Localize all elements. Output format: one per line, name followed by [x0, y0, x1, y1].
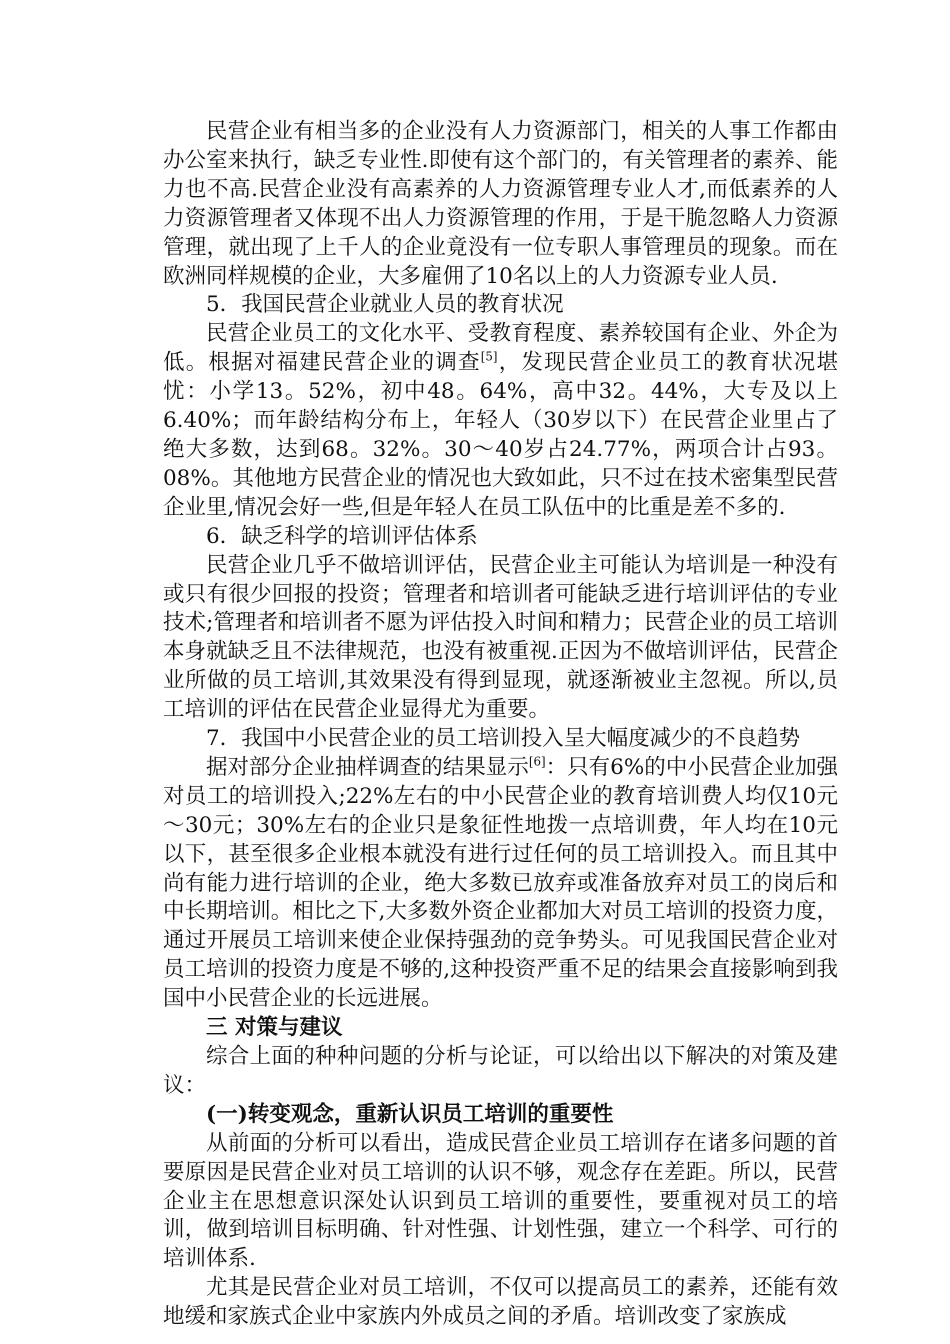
paragraph-hr-department: 民营企业有相当多的企业没有人力资源部门，相关的人事工作都由办公室来执行，缺乏专业性.即使有这个部门的，有关管理者的素养、能力也不高.民营企业没有高素养的人力资源管理专业人才,而低素养的人力资源管理者又体现不出人力资源管理的作用，于是干脆忽略人力资源管理，就出现了上千人的企业竟没有一位专职人事管理员的现象。而在欧洲同样规模的企业，大多雇佣了10名以上的人力资源专业人员.	[163, 119, 838, 289]
heading-training-investment: 7．我国中小民营企业的员工培训投入呈大幅度减少的不良趋势	[206, 726, 801, 752]
paragraph-text-before-ref: 民营企业员工的文化水平、受教育程度、素养较国有企业、外企为低。根据对福建民营企业的调查	[163, 321, 838, 376]
citation-ref-5: [5]	[480, 349, 498, 364]
paragraph-text-before-ref: 据对部分企业抽样调查的结果显示	[206, 754, 529, 780]
paragraph-text-after-ref: ：只有6%的中小民营企业加强对员工的培训投入;22%左右的中小民营企业的教育培训费人均仅10元～30元；30%左右的企业只是象征性地拨一点培训费，年人均在10元以下，甚至很多企业根本就没有进行过任何的员工培训投入。而且其中尚有能力进行培训的企业，绝大多数已放弃或准备放弃对员工的岗后和中长期培训。相比之下,大多数外资企业都加大对员工培训的投资力度，通过开展员工培训来使企业保持强劲的竞争势头。可见我国民营企业对员工培训的投资力度是不够的,这种投资严重不足的结果会直接影响到我国中小民营企业的长远进展。	[163, 754, 838, 1012]
paragraph-sampling-survey	[163, 754, 838, 1014]
citation-ref-6: [6]	[528, 754, 546, 769]
heading-education-status: 5．我国民营企业就业人员的教育状况	[206, 292, 564, 318]
paragraph-training-evaluation: 民营企业几乎不做培训评估，民营企业主可能认为培训是一种没有或只有很少回报的投资；管理者和培训者可能缺乏进行培训评估的专业技术;管理者和培训者不愿为评估投入时间和精力；民营企业的员工培训本身就缺乏且不法律规范，也没有被重视.正因为不做培训评估，民营企业所做的员工培训,其效果没有得到显现，就逐渐被业主忽视。所以,员工培训的评估在民营企业显得尤为重要。	[163, 552, 838, 723]
paragraph-education-survey	[163, 320, 838, 522]
paragraph-analysis-mindset: 从前面的分析可以看出，造成民营企业员工培训存在诸多问题的首要原因是民营企业对员工培训的认识不够，观念存在差距。所以，民营企业主在思想意识深处认识到员工培训的重要性，要重视对员工的培训，做到培训目标明确、针对性强、计划性强，建立一个科学、可行的培训体系.	[163, 1130, 838, 1272]
paragraph-text-after-ref: ，发现民营企业员工的教育状况堪忧：小学13。52%，初中48。64%，高中32。44%，大专及以上6.40%；而年龄结构分布上，年轻人（30岁以下）在民营企业里占了绝大多数，达到68。32%。30～40岁占24.77%，两项合计占93。08%。其他地方民营企业的情况也大致如此，只不过在技术密集型民营企业里,情况会好一些,但是年轻人在员工队伍中的比重是差不多的.	[163, 350, 838, 520]
paragraph-family-enterprise: 尤其是民营企业对员工培训，不仅可以提高员工的素养，还能有效地缓和家族式企业中家族内外成员之间的矛盾。培训改变了家族成	[163, 1275, 838, 1330]
paragraph-intro-countermeasures: 综合上面的种种问题的分析与论证，可以给出以下解决的对策及建议：	[163, 1044, 838, 1098]
document-page	[163, 118, 838, 1332]
subsection-heading-change-mindset: (一)转变观念，重新认识员工培训的重要性	[206, 1101, 614, 1127]
section-heading-countermeasures: 三 对策与建议	[206, 1015, 343, 1041]
heading-training-evaluation: 6．缺乏科学的培训评估体系	[206, 523, 478, 549]
